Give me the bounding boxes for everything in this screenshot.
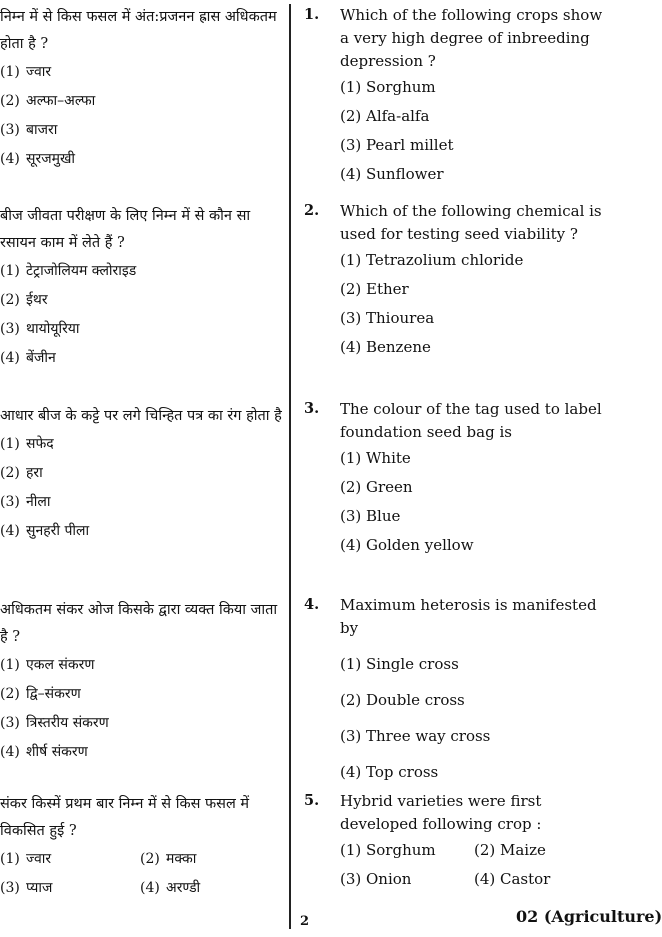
hindi-column (0, 0, 288, 937)
question-number: 2. (304, 202, 320, 219)
option-row-1 (0, 845, 288, 874)
option-2: (2) Double cross (340, 691, 465, 709)
english-question-5 (298, 790, 608, 894)
option-2: (2) अल्फा–अल्फा (0, 93, 96, 109)
english-question-1 (298, 4, 608, 189)
hindi-question-4 (0, 597, 288, 767)
question-text: संकर किस्में प्रथम बार निम्न में से किस फसल में विकसित हुई ? (0, 796, 250, 839)
column-divider (289, 4, 291, 929)
option-3: (3) Thiourea (340, 309, 435, 327)
english-question-4 (298, 594, 608, 790)
question-text: अधिकतम संकर ओज किसके द्वारा व्यक्त किया जाता है ? (0, 602, 278, 645)
option-2: (2) ईथर (0, 292, 48, 308)
question-text: आधार बीज के कट्टे पर लगे चिन्हित पत्र का रंग होता है (0, 408, 282, 424)
question-text: निम्न में से किस फसल में अंत:प्रजनन ह्रास अधिकतम होता है ? (0, 9, 277, 52)
option-4: (4) Benzene (340, 338, 431, 356)
question-text: The colour of the tag used to label foundation seed bag is (340, 400, 602, 441)
question-text: बीज जीवता परीक्षण के लिए निम्न में से कौन सा रसायन काम में लेते हैं ? (0, 208, 251, 251)
option-3: (3) त्रिस्तरीय संकरण (0, 715, 109, 731)
paper-code: 02 (Agriculture) (516, 907, 662, 926)
option-4: (4) Golden yellow (340, 536, 474, 554)
option-4: (4) सूरजमुखी (0, 151, 76, 167)
page-number: 2 (300, 914, 310, 929)
question-text: Which of the following chemical is used for testing seed viability ? (340, 202, 602, 243)
option-4: (4) अरण्डी (140, 880, 201, 896)
option-4: (4) Top cross (340, 763, 439, 781)
option-3: (3) प्याज (0, 880, 53, 896)
option-1: (1) Single cross (340, 655, 459, 673)
option-1: (1) Sorghum (340, 78, 436, 96)
option-2: (2) मक्का (140, 851, 197, 867)
hindi-question-3 (0, 403, 288, 546)
option-3: (3) बाजरा (0, 122, 58, 138)
option-row-1 (340, 836, 608, 865)
option-3: (3) Onion (340, 870, 412, 888)
english-question-2 (298, 200, 608, 362)
option-2: (2) द्वि–संकरण (0, 686, 81, 702)
option-2: (2) Ether (340, 280, 409, 298)
question-number: 4. (304, 596, 320, 613)
option-row-2 (340, 865, 608, 894)
option-2: (2) Green (340, 478, 413, 496)
question-text: Maximum heterosis is manifested by (340, 596, 597, 637)
option-1: (1) टेट्राजोलियम क्लोराइड (0, 263, 137, 279)
option-row-2 (0, 874, 288, 903)
english-question-3 (298, 398, 608, 560)
question-number: 1. (304, 6, 320, 23)
question-text: Which of the following crops show a very high degree of inbreeding depression ? (340, 6, 603, 70)
option-4: (4) सुनहरी पीला (0, 523, 90, 539)
option-1: (1) White (340, 449, 411, 467)
english-column (298, 0, 608, 937)
option-1: (1) Tetrazolium chloride (340, 251, 524, 269)
option-3: (3) नीला (0, 494, 51, 510)
option-3: (3) Blue (340, 507, 401, 525)
option-1: (1) ज्वार (0, 64, 52, 80)
hindi-question-2 (0, 203, 288, 373)
option-3: (3) थायोयूरिया (0, 321, 80, 337)
option-4: (4) Castor (474, 870, 551, 888)
question-number: 3. (304, 400, 320, 417)
option-2: (2) हरा (0, 465, 43, 481)
option-1: (1) ज्वार (0, 851, 52, 867)
option-4: (4) शीर्ष संकरण (0, 744, 88, 760)
option-4: (4) Sunflower (340, 165, 444, 183)
option-2: (2) Maize (474, 841, 546, 859)
question-number: 5. (304, 792, 320, 809)
option-1: (1) सफेद (0, 436, 54, 452)
hindi-question-1 (0, 4, 288, 174)
option-1: (1) एकल संकरण (0, 657, 95, 673)
option-1: (1) Sorghum (340, 841, 436, 859)
option-3: (3) Three way cross (340, 727, 491, 745)
hindi-question-5 (0, 791, 288, 903)
option-3: (3) Pearl millet (340, 136, 454, 154)
option-4: (4) बेंजीन (0, 350, 56, 366)
question-text: Hybrid varieties were first developed following crop : (340, 792, 542, 833)
option-2: (2) Alfa-alfa (340, 107, 430, 125)
